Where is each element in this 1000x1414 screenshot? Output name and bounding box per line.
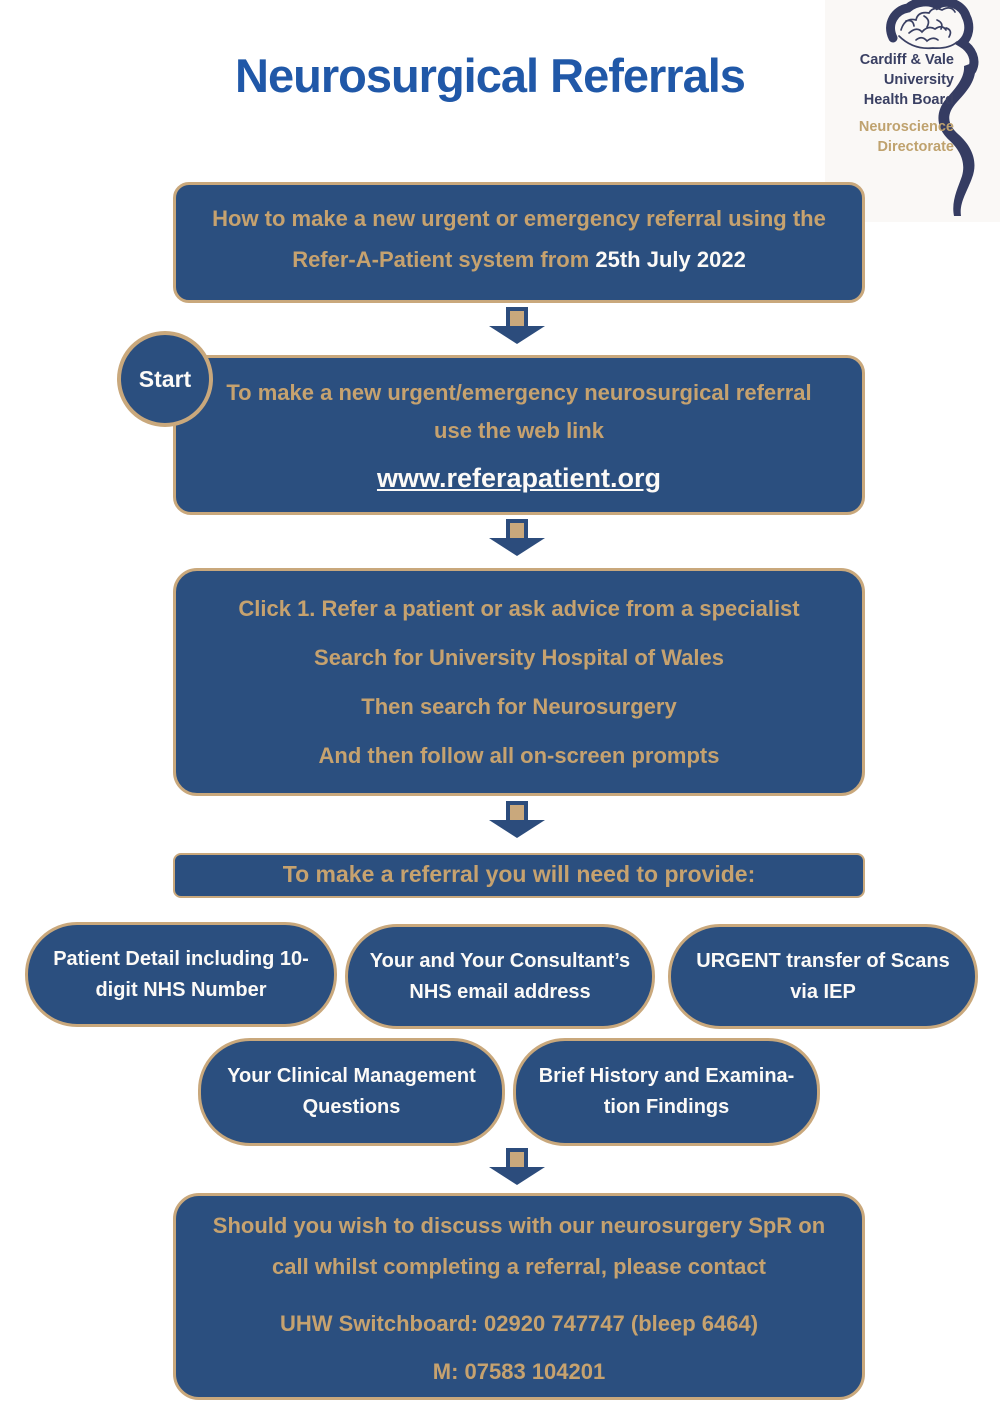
down-arrow-icon — [487, 801, 547, 839]
intro-line-2-prefix: Refer-A-Patient system from — [292, 247, 596, 272]
steps-box — [173, 568, 865, 796]
pill-line: NHS email address — [409, 980, 591, 1003]
pill-scan-transfer — [668, 924, 978, 1029]
down-arrow-icon — [487, 307, 547, 345]
start-badge — [117, 331, 213, 427]
step-line-2: Search for University Hospital of Wales — [314, 645, 724, 670]
step-line-1: Click 1. Refer a patient or ask advice from a specialist — [238, 596, 800, 621]
pill-line: URGENT transfer of Scans — [696, 949, 950, 972]
page-title: Neurosurgical Referrals — [235, 49, 745, 102]
pill-nhs-email — [345, 924, 655, 1029]
pill-line: digit NHS Number — [95, 978, 267, 1001]
switchboard-number: UHW Switchboard: 02920 747747 (bleep 6464) — [279, 1311, 759, 1336]
pill-history-findings — [513, 1038, 820, 1146]
logo-text — [859, 50, 954, 157]
pill-line: Questions — [302, 1096, 401, 1118]
intro-line-2 — [176, 239, 862, 280]
contact-line-1: Should you wish to discuss with our neurosurgery SpR on — [212, 1213, 826, 1238]
logo-org-line: Health Board — [863, 92, 954, 108]
pill-line: via IEP — [790, 980, 856, 1003]
intro-line-1: How to make a new urgent or emergency referral using the — [212, 206, 826, 231]
pill-line: Your Clinical Management — [227, 1065, 476, 1087]
step-line-3: Then search for Neurosurgery — [361, 694, 677, 719]
weblink-box — [173, 355, 865, 515]
go-live-date: 25th July 2022 — [595, 247, 746, 272]
contact-box — [173, 1193, 865, 1400]
down-arrow-icon — [487, 519, 547, 557]
step-line-4: And then follow all on-screen prompts — [318, 743, 720, 768]
intro-box — [173, 182, 865, 303]
pill-line: Brief History and Examina- — [538, 1065, 795, 1087]
logo-dept-line: Directorate — [877, 139, 954, 155]
pill-clinical-questions — [198, 1038, 505, 1146]
pill-patient-detail — [25, 922, 337, 1027]
logo-org-line: University — [883, 72, 954, 88]
provide-banner: To make a referral you will need to provide: — [173, 853, 865, 898]
weblink-line-2: use the web link — [434, 418, 604, 443]
pill-line: tion Findings — [603, 1096, 730, 1118]
contact-line-2: call whilst completing a referral, please contact — [272, 1254, 766, 1279]
logo-dept-line: Neuroscience — [858, 119, 954, 135]
pill-line: Patient Detail including 10- — [53, 947, 309, 970]
mobile-number: M: 07583 104201 — [432, 1359, 606, 1384]
weblink-line-1: To make a new urgent/emergency neurosurgical referral — [226, 380, 812, 405]
down-arrow-icon — [487, 1148, 547, 1186]
referapatient-link[interactable]: www.referapatient.org — [376, 463, 662, 493]
start-label: Start — [138, 365, 192, 392]
pill-line: Your and Your Consultant’s — [369, 949, 631, 972]
logo-org-line: Cardiff & Vale — [859, 52, 954, 68]
